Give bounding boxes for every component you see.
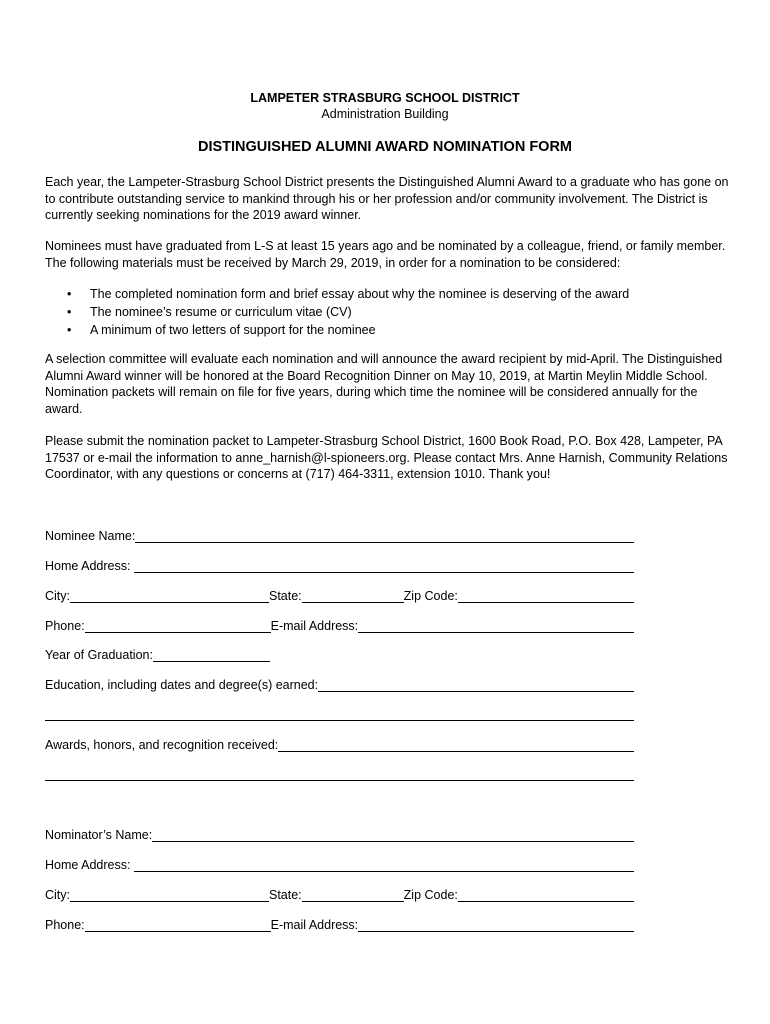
nominator-city-field[interactable] [70, 901, 269, 902]
nominee-city-field[interactable] [70, 602, 269, 603]
nominator-zip-label: Zip Code: [403, 888, 458, 902]
nominee-address-label: Home Address: [45, 559, 131, 573]
requirement-item: • The completed nomination form and brief essay about why the nominee is deserving of the award [45, 285, 725, 303]
awards-row [45, 737, 634, 753]
nominator-phone-label: Phone: [45, 918, 85, 932]
nominee-phone-label: Phone: [45, 619, 85, 633]
nominator-phone-field[interactable] [85, 931, 271, 932]
building-name: Administration Building [321, 107, 449, 121]
nominator-email-label: E-mail Address: [270, 918, 359, 932]
intro-paragraph-1: Each year, the Lampeter-Strasburg School District presents the Distinguished Alumni Award to a graduate who has gone on to contribute outstanding service to mankind through his or her profession and/or community involvement. The District is currently seeking nominations for the 2019 award winner. [45, 175, 729, 222]
awards-field[interactable] [278, 751, 634, 752]
nominee-name-label: Nominee Name: [45, 529, 136, 543]
nominator-name-row [45, 827, 634, 843]
nominator-zip-field[interactable] [458, 901, 634, 902]
nominee-address-row [45, 558, 634, 574]
nominator-email-field[interactable] [358, 931, 634, 932]
nominator-name-field[interactable] [152, 841, 634, 842]
nominee-graduation-row [45, 647, 634, 663]
nominator-phone-email-row [45, 917, 634, 933]
nominator-city-label: City: [45, 888, 70, 902]
graduation-year-label: Year of Graduation: [45, 648, 153, 662]
nominee-city-state-zip-row [45, 588, 634, 604]
education-field[interactable] [318, 691, 634, 692]
nominee-zip-label: Zip Code: [403, 589, 458, 603]
nominator-city-state-zip-row [45, 887, 634, 903]
requirements-list [45, 285, 725, 339]
nominator-name-label: Nominator’s Name: [45, 828, 153, 842]
graduation-year-field[interactable] [153, 661, 270, 662]
awards-field-continued[interactable] [45, 780, 634, 781]
nominee-name-field[interactable] [135, 542, 634, 543]
nominator-state-field[interactable] [302, 901, 404, 902]
education-label: Education, including dates and degree(s) earned: [45, 678, 319, 692]
nominee-phone-email-row [45, 618, 634, 634]
intro-paragraph-4: Please submit the nomination packet to Lampeter-Strasburg School District, 1600 Book Road, P.O. Box 428, Lampeter, PA 17537 or e-mail the information to anne_harnish@l-spioneers.org. Please contact Mrs. Anne Harnish, Community Relations Coordinator, with any questions or concerns at (717) 464-3311, extension 1010. Thank you! [45, 434, 728, 481]
awards-label: Awards, honors, and recognition received: [45, 738, 279, 752]
nominee-state-field[interactable] [302, 602, 404, 603]
nominator-state-label: State: [269, 888, 302, 902]
nominee-address-field[interactable] [134, 572, 634, 573]
education-field-continued[interactable] [45, 720, 634, 721]
form-title: DISTINGUISHED ALUMNI AWARD NOMINATION FORM [197, 139, 573, 155]
intro-paragraph-3: A selection committee will evaluate each nomination and will announce the award recipient by mid-April. The Distinguished Alumni Award winner will be honored at the Board Recognition Dinner on May 10, 2019, at Martin Meylin Middle School. Nomination packets will remain on file for five years, during which time the nominee will be considered annually for the award. [45, 352, 723, 416]
nominee-phone-field[interactable] [85, 632, 271, 633]
nominee-zip-field[interactable] [458, 602, 634, 603]
nominator-address-row [45, 857, 634, 873]
nominator-address-label: Home Address: [45, 858, 131, 872]
nominee-state-label: State: [269, 589, 302, 603]
intro-paragraph-2: Nominees must have graduated from L-S at least 15 years ago and be nominated by a colleague, friend, or family member. The following materials must be received by March 29, 2019, in order for a nomination to be considered: [45, 239, 726, 270]
requirement-item: • The nominee’s resume or curriculum vitae (CV) [45, 303, 725, 321]
nominee-city-label: City: [45, 589, 70, 603]
requirement-item: • A minimum of two letters of support for the nominee [45, 321, 725, 339]
education-row [45, 677, 634, 693]
nominee-email-label: E-mail Address: [270, 619, 359, 633]
nominator-address-field[interactable] [134, 871, 634, 872]
district-name: LAMPETER STRASBURG SCHOOL DISTRICT [250, 91, 520, 105]
nominee-name-row [45, 528, 634, 544]
nominee-email-field[interactable] [358, 632, 634, 633]
